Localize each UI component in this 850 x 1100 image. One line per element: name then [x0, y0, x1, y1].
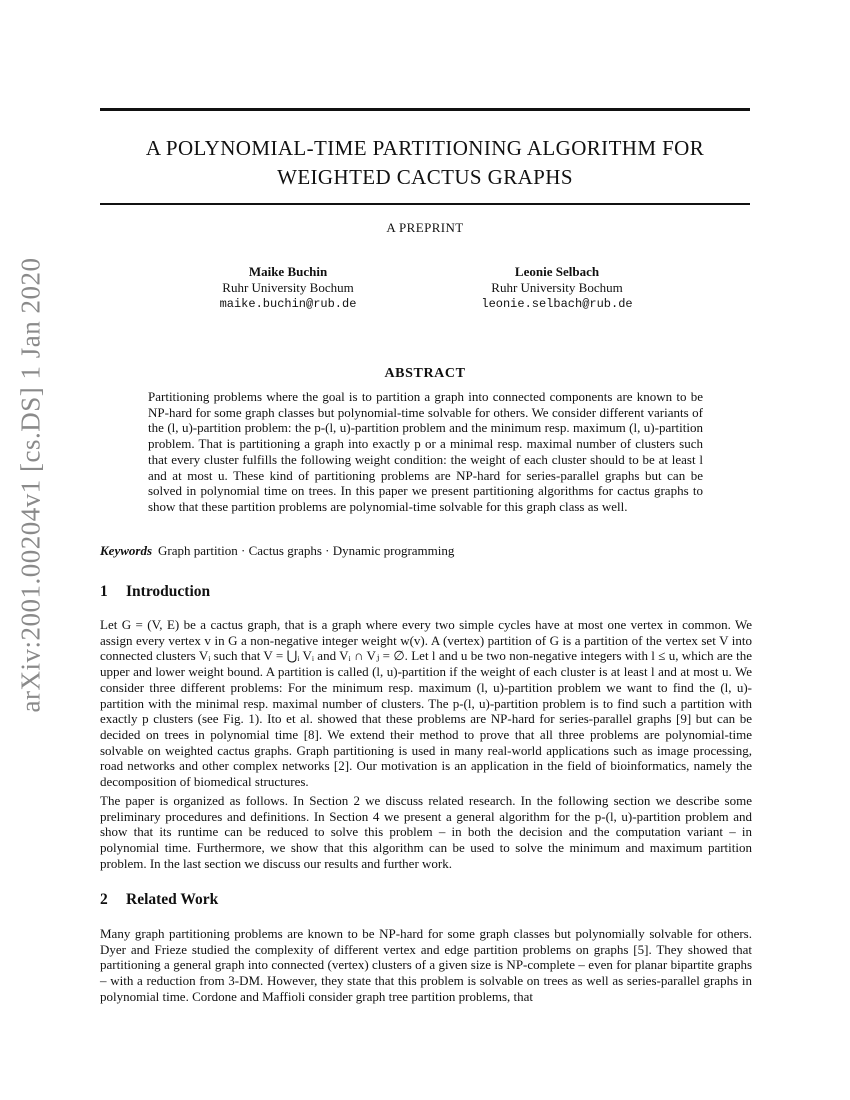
title-top-rule [100, 108, 750, 111]
title-line-2: WEIGHTED CACTUS GRAPHS [277, 165, 573, 189]
preprint-label: A PREPRINT [386, 220, 464, 235]
title-bottom-rule [100, 203, 750, 205]
author-affiliation: Ruhr University Bochum [222, 280, 354, 295]
author-name: Leonie Selbach [514, 264, 600, 279]
section-heading-introduction [100, 583, 210, 601]
arxiv-identifier: arXiv:2001.00204v1 [cs.DS] 1 Jan 2020 [15, 257, 46, 713]
author-block-2 [447, 264, 667, 312]
keywords-label: Keywords [100, 543, 152, 558]
section-number: 1 [100, 583, 108, 600]
section-title: Related Work [126, 891, 219, 908]
title-line-1: A POLYNOMIAL-TIME PARTITIONING ALGORITHM FOR [145, 136, 705, 160]
section-number: 2 [100, 891, 108, 908]
author-email[interactable]: maike.buchin@rub.de [219, 297, 357, 311]
intro-paragraph-1: Let G = (V, E) be a cactus graph, that is a graph where every two simple cycles have at most one vertex in common. We assign every vertex v in G a non-negative integer weight w(v). A (vertex) partition of G is a partition of the vertex set V into connected clusters Vᵢ such that V = ⋃ᵢ Vᵢ and Vᵢ ∩ Vⱼ = ∅. Let l and u be two non-negative integers with l ≤ u, which are the upper and lower weight bound. A partition is called (l, u)-partition if the weight of each cluster is at least l and at most u. We consider three different problems: For the minimum resp. maximum (l, u)-partition problem we want to find the (l, u)-partition with the minimal resp. maximal number of clusters. The p-(l, u)-partition problem is to find such a partition with exactly p clusters (see Fig. 1). Ito et al. showed that these problems are NP-hard for series-parallel graphs [9] but can be decided on trees in polynomial time [8]. We extend their method to prove that all three problems are polynomial-time solvable on weighted cactus graphs. Graph partitioning is used in many real-world applications such as image processing, road networks and other complex networks [2]. Our motivation is an application in the field of bioinformatics, namely the decomposition of biomedical structures. [100, 617, 752, 790]
author-affiliation: Ruhr University Bochum [491, 280, 623, 295]
abstract-text: Partitioning problems where the goal is to partition a graph into connected components are known to be NP-hard for some graph classes but polynomial-time solvable for others. We consider different variants of the (l, u)-partition problem: the p-(l, u)-partition problem and the minimum resp. maximum (l, u)-partition problem. That is partitioning a graph into exactly p or a minimal resp. maximal number of clusters such that every cluster fulfills the following weight condition: the weight of each cluster should to be at least l and at most u. These kind of partitioning problems are NP-hard for series-parallel graphs but can be solved in polynomial time on trees. In this paper we present partitioning algorithms for cactus graphs to show that these partition problems are polynomial-time solvable for this graph class as well. [148, 389, 703, 514]
author-email[interactable]: leonie.selbach@rub.de [481, 297, 633, 311]
arxiv-side-label [3, 257, 59, 713]
section-heading-related-work [100, 891, 218, 909]
paper-title [100, 134, 750, 192]
keywords-line [100, 543, 750, 559]
abstract-heading: ABSTRACT [384, 366, 466, 381]
keywords-text: Graph partition · Cactus graphs · Dynamic programming [158, 543, 455, 558]
author-block-1 [178, 264, 398, 312]
author-name: Maike Buchin [248, 264, 328, 279]
intro-paragraph-2: The paper is organized as follows. In Section 2 we discuss related research. In the following section we describe some preliminary procedures and definitions. In Section 4 we present a general algorithm for the p-(l, u)-partition problem and show that its runtime can be reduced to solve this problem – in both the decision and the computation variant – in polynomial time. Furthermore, we show that this algorithm can be used to solve the minimum and maximum partition problem. In the last section we discuss our results and further work. [100, 793, 752, 871]
section-title: Introduction [126, 583, 211, 600]
related-work-paragraph-1: Many graph partitioning problems are known to be NP-hard for some graph classes but polynomially solvable for others. Dyer and Frieze studied the complexity of different vertex and edge partition problems on graphs [5]. They showed that partitioning a general graph into connected (vertex) clusters of a given size is NP-complete – even for planar bipartite graphs – with a reduction from 3-DM. However, they state that this problem is solvable on trees as well as series-parallel graphs in polynomial time. Cordone and Maffioli consider graph tree partition problems, that [100, 926, 752, 1004]
